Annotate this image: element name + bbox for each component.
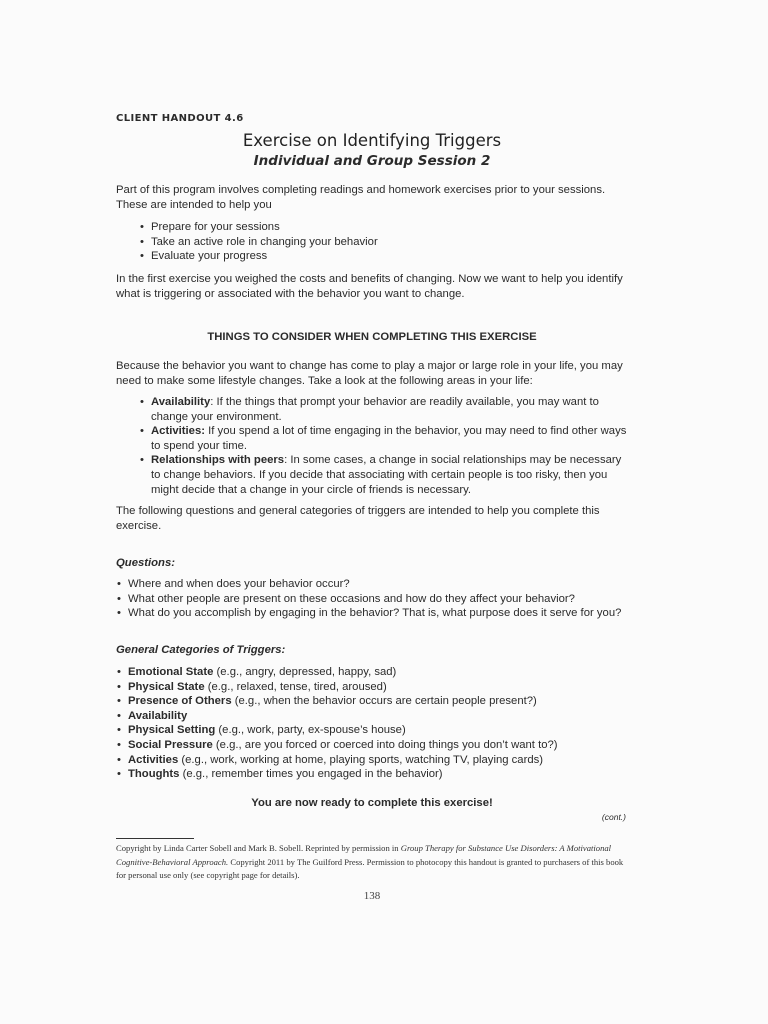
item-text: (e.g., are you forced or coerced into doing things you don’t want to?) (212, 738, 558, 751)
list-item (151, 424, 629, 453)
closing-statement: You are now ready to complete this exercise! (251, 797, 493, 809)
list-item (128, 694, 628, 709)
page-title: Exercise on Identifying Triggers (242, 131, 502, 150)
item-text: (e.g., work, working at home, playing sports, watching TV, playing cards) (178, 753, 544, 766)
list-item (151, 453, 629, 497)
consider-paragraph: Because the behavior you want to change has come to play a major or large role in your life, you may need to make some lifestyle changes. Take a look at the following areas in your life: (116, 360, 623, 387)
list-item (128, 680, 628, 695)
item-text: (e.g., work, party, ex-spouse’s house) (215, 724, 406, 737)
list-item (128, 753, 628, 768)
item-term: Activities (128, 753, 179, 766)
item-term: Thoughts (128, 768, 180, 781)
item-text: (e.g., angry, depressed, happy, sad) (213, 666, 397, 678)
list-item: • What other people are present on these occasions and how do they affect your behavior? (128, 592, 628, 607)
item-text: (e.g., remember times you engaged in the behavior) (179, 768, 443, 781)
item-text: : If the things that prompt your behavior are readily available, you may want to change your environment. (151, 396, 599, 423)
intro-paragraph: Part of this program involves completing readings and homework exercises prior to your sessions. These are intended to help you (116, 184, 606, 211)
list-item (128, 665, 628, 680)
item-term: Activities: (151, 425, 205, 438)
list-item: • Evaluate your progress (151, 249, 621, 264)
list-item: • Prepare for your sessions (151, 220, 621, 235)
categories-heading: General Categories of Triggers: (116, 644, 286, 656)
item-term: Availability (128, 709, 188, 722)
item-term: Physical State (128, 680, 205, 693)
list-item (128, 767, 628, 782)
intro-paragraph-2: In the first exercise you weighed the costs and benefits of changing. Now we want to help you identify what is triggering or associated with the behavior you want to change. (116, 273, 623, 300)
intro-bullet-list (151, 220, 621, 264)
section-heading: THINGS TO CONSIDER WHEN COMPLETING THIS EXERCISE (207, 331, 537, 343)
item-term: Availability (151, 396, 211, 408)
list-item (128, 723, 628, 738)
list-item: • Take an active role in changing your behavior (151, 235, 621, 250)
page-number: 138 (363, 890, 381, 902)
list-item (151, 395, 629, 424)
questions-heading: Questions: (116, 557, 175, 569)
copyright-text: Copyright by Linda Carter Sobell and Mark B. Sobell. Reprinted by permission in (116, 843, 401, 853)
item-term: Presence of Others (128, 695, 232, 708)
item-text: (e.g., when the behavior occurs are certain people present?) (231, 695, 537, 708)
copyright-notice (116, 842, 628, 883)
handout-label: CLIENT HANDOUT 4.6 (116, 113, 244, 124)
list-item: • Where and when does your behavior occur? (128, 577, 628, 592)
list-item (128, 738, 628, 753)
book-title: Group Therapy for Substance Use Disorders: A Motivational Cognitive-Behavioral Approach. (116, 843, 612, 867)
item-text: If you spend a lot of time engaging in the behavior, you may need to find other ways to spend your time. (151, 425, 627, 452)
continued-marker: (cont.) (601, 812, 626, 822)
lifestyle-areas-list (151, 395, 629, 497)
trigger-categories-list (128, 665, 628, 782)
item-term: Emotional State (128, 666, 214, 678)
copyright-text-end: Copyright 2011 by The Guilford Press. Permission to photocopy this handout is granted to purchasers of this book for personal use only (see copyright page for details). (116, 856, 624, 880)
item-text: : In some cases, a change in social relationships may be necessary to change behaviors. If you decide that associating with certain people is too risky, then you might decide that a change in your circle of friends is necessary. (151, 454, 622, 496)
footnote-divider (116, 838, 194, 839)
item-term: Physical Setting (128, 724, 216, 737)
item-term: Relationships with peers (151, 454, 285, 467)
item-term: Social Pressure (128, 738, 213, 751)
list-item: • What do you accomplish by engaging in the behavior? That is, what purpose does it serve for you? (128, 606, 628, 621)
item-text: (e.g., relaxed, tense, tired, aroused) (204, 680, 387, 693)
page-subtitle: Individual and Group Session 2 (253, 153, 491, 169)
consider-paragraph-2: The following questions and general categories of triggers are intended to help you complete this exercise. (116, 505, 600, 532)
questions-list (128, 577, 628, 621)
list-item (128, 709, 628, 724)
